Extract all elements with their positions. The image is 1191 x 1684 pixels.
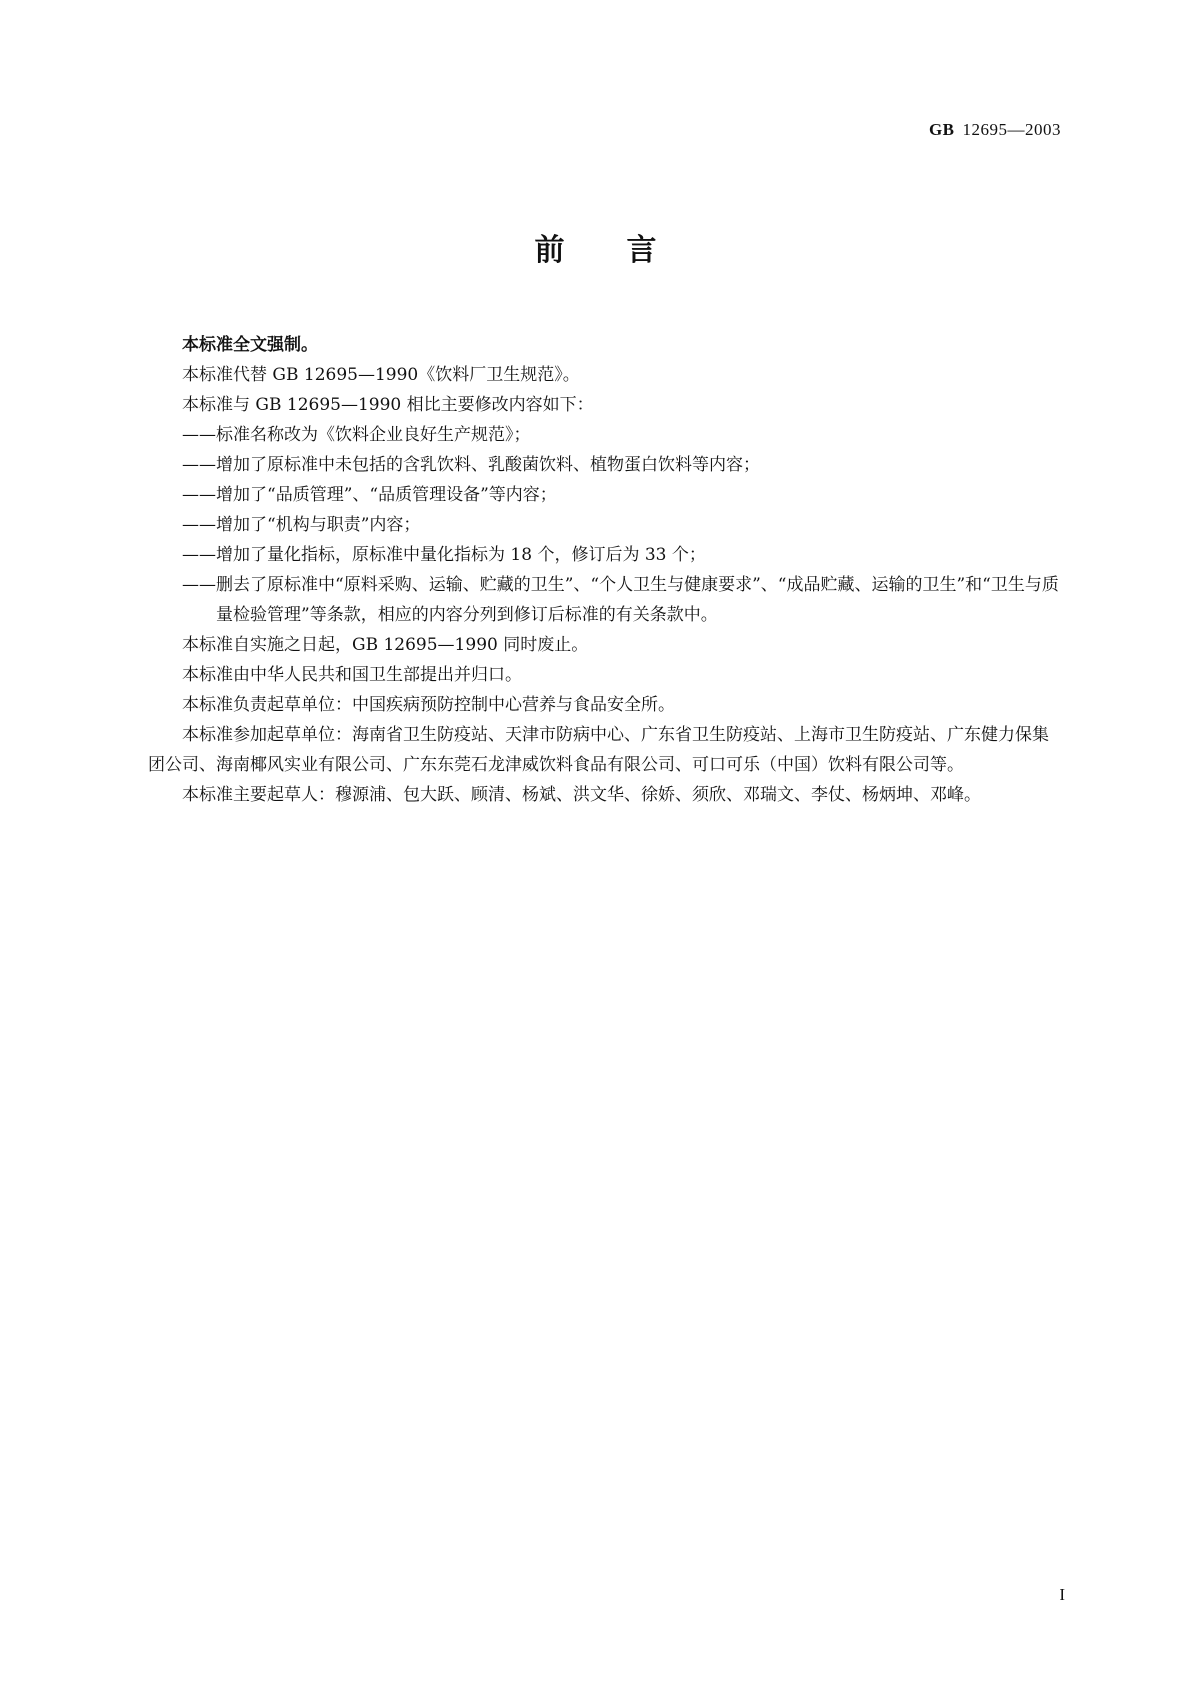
- change-item: ——删去了原标准中“原料采购、运输、贮藏的卫生”、“个人卫生与健康要求”、“成品贮藏、运输的卫生”和“卫生与质量检验管理”等条款，相应的内容分列到修订后标准的有关条款中。: [182, 575, 1059, 625]
- standard-number: 12695—2003: [962, 120, 1061, 139]
- change-item: ——增加了“机构与职责”内容；: [182, 515, 421, 535]
- change-item: ——增加了量化指标，原标准中量化指标为 18 个，修订后为 33 个；: [182, 545, 706, 565]
- paragraph-replaces: 本标准代替 GB 12695—1990《饮料厂卫生规范》。: [182, 365, 580, 385]
- paragraph-changes-intro: 本标准与 GB 12695—1990 相比主要修改内容如下：: [182, 395, 594, 415]
- change-item: ——增加了“品质管理”、“品质管理设备”等内容；: [182, 485, 557, 505]
- change-item: ——标准名称改为《饮料企业良好生产规范》；: [182, 425, 531, 445]
- paragraph-proposer: 本标准由中华人民共和国卫生部提出并归口。: [182, 665, 522, 685]
- page-number: I: [1059, 1585, 1065, 1604]
- paragraph-effective: 本标准自实施之日起，GB 12695—1990 同时废止。: [182, 635, 589, 655]
- standard-prefix: GB: [928, 120, 955, 139]
- paragraph-participating-units: 本标准参加起草单位：海南省卫生防疫站、天津市防病中心、广东省卫生防疫站、上海市卫生防疫站、广东健力保集团公司、海南椰风实业有限公司、广东东莞石龙津威饮料食品有限公司、可口可乐（中国）饮料有限公司等。: [148, 725, 1049, 775]
- page-title: [0, 225, 1191, 269]
- paragraph-drafters: 本标准主要起草人：穆源浦、包大跃、顾清、杨斌、洪文华、徐娇、须欣、邓瑞文、李仗、杨炳坤、邓峰。: [182, 785, 981, 805]
- standard-code: [929, 120, 1061, 140]
- title-char-2: 言: [626, 233, 657, 268]
- change-item: ——增加了原标准中未包括的含乳饮料、乳酸菌饮料、植物蛋白饮料等内容；: [182, 455, 760, 475]
- foreword-body: [148, 330, 1063, 810]
- title-char-1: 前: [534, 233, 565, 268]
- paragraph-mandatory: 本标准全文强制。: [182, 335, 318, 355]
- paragraph-drafting-unit: 本标准负责起草单位：中国疾病预防控制中心营养与食品安全所。: [182, 695, 675, 715]
